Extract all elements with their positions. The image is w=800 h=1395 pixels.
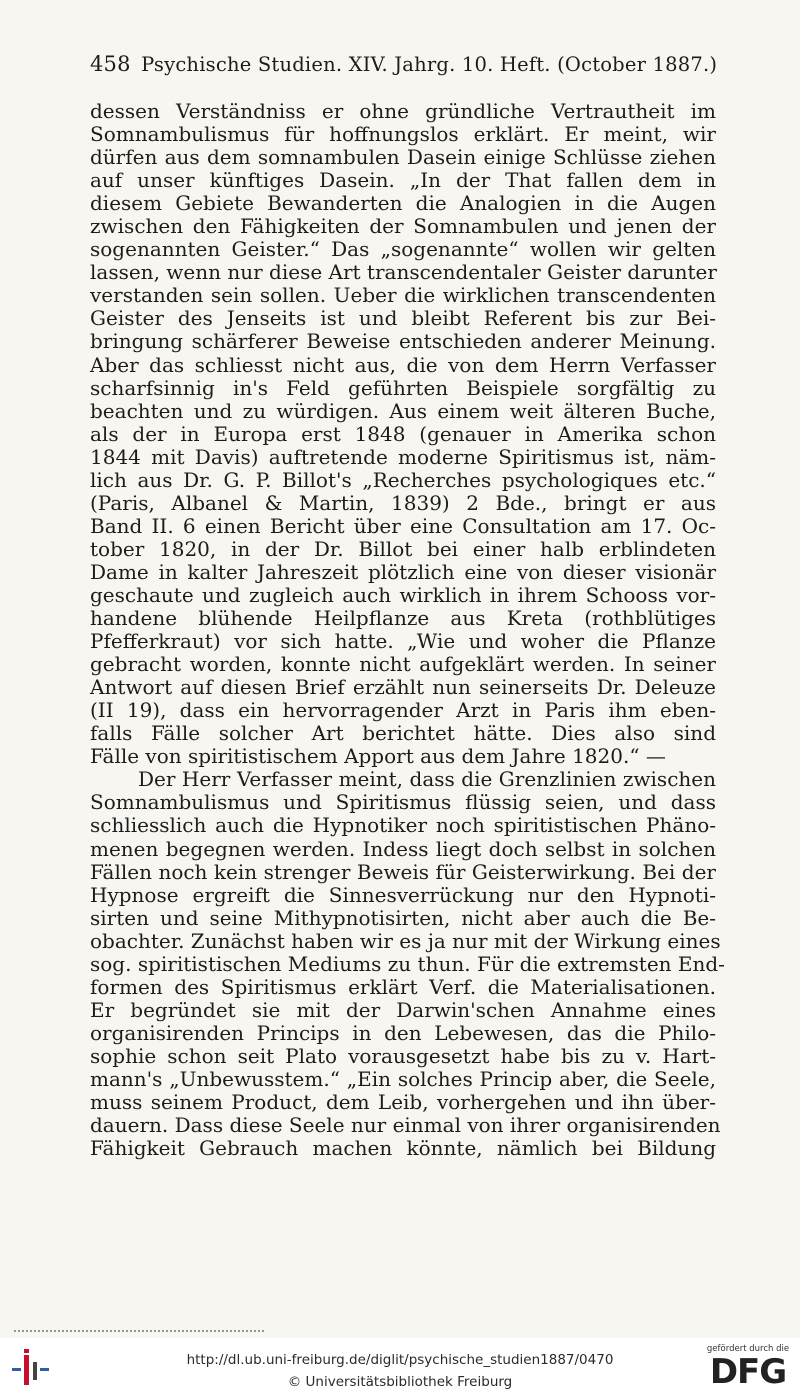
source-url[interactable]: http://dl.ub.uni-freiburg.de/diglit/psychische_studien1887/0470	[186, 1352, 614, 1368]
text-line: lassen, wenn nur diese Art transcendentaler Geister darunter	[90, 260, 717, 285]
text-line: Der Herr Verfasser meint, dass die Grenzlinien zwischen	[138, 767, 716, 792]
text-line: schliesslich auch die Hypnotiker noch spiritistischen Phäno-	[90, 813, 716, 838]
text-line: bringung schärferer Beweise entschieden anderer Meinung.	[90, 329, 716, 354]
text-line: menen begegnen werden. Indess liegt doch selbst in solchen	[90, 836, 716, 861]
text-line: Aber das schliesst nicht aus, die von dem Herrn Verfasser	[90, 352, 716, 377]
text-line: Geister des Jenseits ist und bleibt Referent bis zur Bei-	[90, 306, 716, 331]
text-line: beachten und zu würdigen. Aus einem weit älteren Buche,	[90, 398, 716, 423]
text-line: lich aus Dr. G. P. Billot's „Recherches psychologiques etc.“	[90, 467, 716, 492]
text-line: formen des Spiritismus erklärt Verf. die Materialisationen.	[90, 974, 716, 999]
text-line: tober 1820, in der Dr. Billot bei einer halb erblindeten	[90, 536, 716, 561]
text-line: Er begründet sie mit der Darwin'schen Annahme eines	[90, 997, 716, 1022]
text-line: sogenannten Geister.“ Das „sogenannte“ wollen wir gelten	[90, 237, 716, 262]
text-line: (Paris, Albanel & Martin, 1839) 2 Bde., bringt er aus	[90, 490, 716, 515]
copyright-notice: © Universitätsbibliothek Freiburg	[287, 1374, 513, 1390]
text-line: sirten und seine Mithypnotisirten, nicht aber auch die Be-	[90, 905, 716, 930]
text-line: Somnambulismus und Spiritismus flüssig seien, und dass	[90, 790, 716, 815]
body-text	[90, 99, 725, 1161]
text-line: Antwort auf diesen Brief erzählt nun seinerseits Dr. Deleuze	[90, 675, 716, 700]
text-line: organisirenden Princips in den Lebewesen, das die Philo-	[90, 1020, 716, 1045]
text-line: handene blühende Heilpflanze aus Kreta (rothblütiges	[90, 606, 716, 631]
text-line: als der in Europa erst 1848 (genauer in Amerika schon	[90, 421, 716, 446]
running-header	[90, 52, 720, 76]
running-title: Psychische Studien. XIV. Jahrg. 10. Heft. (October 1887.)	[141, 53, 718, 76]
text-line: falls Fälle solcher Art berichtet hätte. Dies also sind	[90, 721, 716, 746]
sponsor-label: gefördert durch die	[706, 1344, 790, 1354]
text-line: verstanden sein sollen. Ueber die wirklichen transcendenten	[90, 283, 716, 308]
sponsor-logo: DFG	[709, 1352, 787, 1392]
text-line: obachter. Zunächst haben wir es ja nur mit der Wirkung eines	[90, 928, 721, 953]
page-number: 458	[90, 52, 131, 76]
text-line: Pfefferkraut) vor sich hatte. „Wie und woher die Pflanze	[90, 629, 716, 654]
text-line: Band II. 6 einen Bericht über eine Consultation am 17. Oc-	[90, 513, 716, 538]
text-line: scharfsinnig in's Feld geführten Beispiele sorgfältig zu	[90, 375, 716, 400]
text-line: Dame in kalter Jahreszeit plötzlich eine von dieser visionär	[90, 559, 716, 584]
text-line: zwischen den Fähigkeiten der Somnambulen und jenen der	[90, 214, 716, 239]
text-line: Somnambulismus für hoffnungslos erklärt. Er meint, wir	[90, 122, 716, 147]
text-line: sog. spiritistischen Mediums zu thun. Für die extremsten End-	[90, 951, 725, 976]
text-line: dessen Verständniss er ohne gründliche Vertrautheit im	[90, 99, 716, 123]
scan-artifact	[14, 1330, 264, 1335]
text-line: dauern. Dass diese Seele nur einmal von ihrer organisirenden	[90, 1113, 721, 1138]
text-line: Hypnose ergreift die Sinnesverrückung nur den Hypnoti-	[90, 882, 716, 907]
text-line: gebracht worden, konnte nicht aufgeklärt werden. In seiner	[90, 652, 716, 677]
text-line: Fällen noch kein strenger Beweis für Geisterwirkung. Bei der	[90, 859, 716, 884]
text-line: (II 19), dass ein hervorragender Arzt in Paris ihm eben-	[90, 698, 716, 723]
text-line: Fälle von spiritistischem Apport aus dem Jahre 1820.“ —	[90, 744, 666, 769]
text-line: geschaute und zugleich auch wirklich in ihrem Schooss vor-	[90, 582, 716, 607]
dfg-logo-icon	[704, 1344, 792, 1392]
text-line: diesem Gebiete Bewanderten die Analogien in die Augen	[90, 191, 716, 216]
text-line: muss seinem Product, dem Leib, vorhergehen und ihn über-	[90, 1090, 716, 1115]
text-line: 1844 mit Davis) auftretende moderne Spiritismus ist, näm-	[90, 444, 716, 469]
text-line: auf unser künftiges Dasein. „In der That fallen dem in	[90, 168, 716, 193]
text-line: mann's „Unbewusstem.“ „Ein solches Princip aber, die Seele,	[90, 1066, 716, 1091]
text-line: dürfen aus dem somnambulen Dasein einige Schlüsse ziehen	[90, 145, 716, 170]
text-line: sophie schon seit Plato vorausgesetzt habe bis zu v. Hart-	[90, 1043, 716, 1068]
footer-bar	[0, 1338, 800, 1395]
text-line: Fähigkeit Gebrauch machen könnte, nämlich bei Bildung	[90, 1136, 716, 1161]
